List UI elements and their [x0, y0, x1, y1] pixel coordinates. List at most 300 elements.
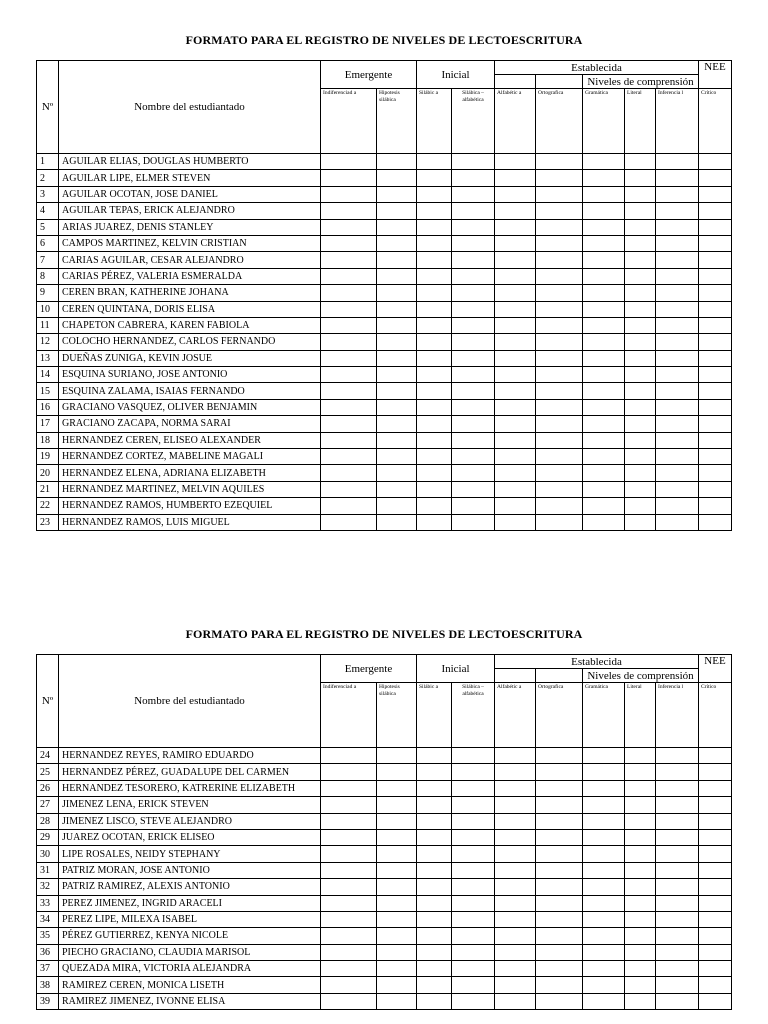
level-cell[interactable] [656, 895, 699, 911]
level-cell[interactable] [417, 879, 452, 895]
level-cell[interactable] [377, 879, 417, 895]
level-cell[interactable] [452, 432, 495, 448]
level-cell[interactable] [656, 416, 699, 432]
level-cell[interactable] [377, 911, 417, 927]
level-cell[interactable] [656, 399, 699, 415]
level-cell[interactable] [699, 203, 732, 219]
level-cell[interactable] [625, 350, 656, 366]
level-cell[interactable] [699, 944, 732, 960]
level-cell[interactable] [377, 317, 417, 333]
level-cell[interactable] [699, 977, 732, 993]
level-cell[interactable] [452, 235, 495, 251]
level-cell[interactable] [583, 219, 625, 235]
level-cell[interactable] [583, 764, 625, 780]
level-cell[interactable] [321, 911, 377, 927]
level-cell[interactable] [583, 993, 625, 1009]
level-cell[interactable] [583, 252, 625, 268]
level-cell[interactable] [452, 748, 495, 764]
level-cell[interactable] [536, 432, 583, 448]
level-cell[interactable] [583, 797, 625, 813]
level-cell[interactable] [377, 895, 417, 911]
level-cell[interactable] [656, 432, 699, 448]
level-cell[interactable] [495, 301, 536, 317]
level-cell[interactable] [417, 219, 452, 235]
level-cell[interactable] [452, 416, 495, 432]
level-cell[interactable] [656, 829, 699, 845]
level-cell[interactable] [625, 498, 656, 514]
level-cell[interactable] [495, 219, 536, 235]
level-cell[interactable] [583, 235, 625, 251]
level-cell[interactable] [495, 813, 536, 829]
level-cell[interactable] [583, 301, 625, 317]
level-cell[interactable] [536, 334, 583, 350]
level-cell[interactable] [699, 334, 732, 350]
level-cell[interactable] [495, 203, 536, 219]
level-cell[interactable] [625, 944, 656, 960]
level-cell[interactable] [536, 780, 583, 796]
level-cell[interactable] [583, 285, 625, 301]
level-cell[interactable] [417, 498, 452, 514]
level-cell[interactable] [452, 350, 495, 366]
level-cell[interactable] [583, 879, 625, 895]
level-cell[interactable] [321, 252, 377, 268]
level-cell[interactable] [452, 465, 495, 481]
level-cell[interactable] [699, 780, 732, 796]
level-cell[interactable] [321, 895, 377, 911]
level-cell[interactable] [699, 879, 732, 895]
level-cell[interactable] [699, 748, 732, 764]
level-cell[interactable] [377, 334, 417, 350]
level-cell[interactable] [536, 879, 583, 895]
level-cell[interactable] [495, 449, 536, 465]
level-cell[interactable] [536, 961, 583, 977]
level-cell[interactable] [536, 813, 583, 829]
level-cell[interactable] [699, 301, 732, 317]
level-cell[interactable] [625, 993, 656, 1009]
level-cell[interactable] [417, 514, 452, 530]
level-cell[interactable] [536, 481, 583, 497]
level-cell[interactable] [417, 797, 452, 813]
level-cell[interactable] [536, 268, 583, 284]
level-cell[interactable] [452, 780, 495, 796]
level-cell[interactable] [699, 764, 732, 780]
level-cell[interactable] [452, 993, 495, 1009]
level-cell[interactable] [495, 432, 536, 448]
level-cell[interactable] [583, 977, 625, 993]
level-cell[interactable] [377, 748, 417, 764]
level-cell[interactable] [377, 449, 417, 465]
level-cell[interactable] [656, 203, 699, 219]
level-cell[interactable] [699, 432, 732, 448]
level-cell[interactable] [495, 465, 536, 481]
level-cell[interactable] [452, 219, 495, 235]
level-cell[interactable] [417, 235, 452, 251]
level-cell[interactable] [452, 252, 495, 268]
level-cell[interactable] [536, 514, 583, 530]
level-cell[interactable] [536, 797, 583, 813]
level-cell[interactable] [625, 780, 656, 796]
level-cell[interactable] [321, 219, 377, 235]
level-cell[interactable] [495, 170, 536, 186]
level-cell[interactable] [536, 154, 583, 170]
level-cell[interactable] [699, 285, 732, 301]
level-cell[interactable] [656, 154, 699, 170]
level-cell[interactable] [699, 961, 732, 977]
level-cell[interactable] [625, 449, 656, 465]
level-cell[interactable] [417, 928, 452, 944]
level-cell[interactable] [656, 514, 699, 530]
level-cell[interactable] [699, 465, 732, 481]
level-cell[interactable] [377, 481, 417, 497]
level-cell[interactable] [321, 498, 377, 514]
level-cell[interactable] [495, 928, 536, 944]
level-cell[interactable] [417, 432, 452, 448]
level-cell[interactable] [625, 977, 656, 993]
level-cell[interactable] [699, 829, 732, 845]
level-cell[interactable] [452, 170, 495, 186]
level-cell[interactable] [699, 449, 732, 465]
level-cell[interactable] [583, 846, 625, 862]
level-cell[interactable] [377, 846, 417, 862]
level-cell[interactable] [417, 977, 452, 993]
level-cell[interactable] [417, 334, 452, 350]
level-cell[interactable] [625, 317, 656, 333]
level-cell[interactable] [452, 383, 495, 399]
level-cell[interactable] [656, 301, 699, 317]
level-cell[interactable] [656, 383, 699, 399]
level-cell[interactable] [583, 748, 625, 764]
level-cell[interactable] [417, 301, 452, 317]
level-cell[interactable] [452, 797, 495, 813]
level-cell[interactable] [536, 748, 583, 764]
level-cell[interactable] [495, 317, 536, 333]
level-cell[interactable] [656, 317, 699, 333]
level-cell[interactable] [536, 317, 583, 333]
level-cell[interactable] [656, 252, 699, 268]
level-cell[interactable] [495, 748, 536, 764]
level-cell[interactable] [699, 252, 732, 268]
level-cell[interactable] [625, 895, 656, 911]
level-cell[interactable] [656, 350, 699, 366]
level-cell[interactable] [699, 383, 732, 399]
level-cell[interactable] [699, 498, 732, 514]
level-cell[interactable] [625, 797, 656, 813]
level-cell[interactable] [452, 928, 495, 944]
level-cell[interactable] [321, 764, 377, 780]
level-cell[interactable] [321, 514, 377, 530]
level-cell[interactable] [495, 797, 536, 813]
level-cell[interactable] [377, 350, 417, 366]
level-cell[interactable] [625, 154, 656, 170]
level-cell[interactable] [452, 203, 495, 219]
level-cell[interactable] [625, 170, 656, 186]
level-cell[interactable] [321, 170, 377, 186]
level-cell[interactable] [625, 268, 656, 284]
level-cell[interactable] [699, 846, 732, 862]
level-cell[interactable] [699, 350, 732, 366]
level-cell[interactable] [536, 219, 583, 235]
level-cell[interactable] [536, 301, 583, 317]
level-cell[interactable] [583, 186, 625, 202]
level-cell[interactable] [377, 928, 417, 944]
level-cell[interactable] [583, 367, 625, 383]
level-cell[interactable] [321, 944, 377, 960]
level-cell[interactable] [321, 154, 377, 170]
level-cell[interactable] [417, 399, 452, 415]
level-cell[interactable] [656, 879, 699, 895]
level-cell[interactable] [625, 432, 656, 448]
level-cell[interactable] [321, 399, 377, 415]
level-cell[interactable] [377, 764, 417, 780]
level-cell[interactable] [625, 846, 656, 862]
level-cell[interactable] [625, 911, 656, 927]
level-cell[interactable] [495, 846, 536, 862]
level-cell[interactable] [536, 367, 583, 383]
level-cell[interactable] [452, 829, 495, 845]
level-cell[interactable] [656, 498, 699, 514]
level-cell[interactable] [699, 170, 732, 186]
level-cell[interactable] [536, 465, 583, 481]
level-cell[interactable] [699, 514, 732, 530]
level-cell[interactable] [377, 432, 417, 448]
level-cell[interactable] [417, 748, 452, 764]
level-cell[interactable] [625, 928, 656, 944]
level-cell[interactable] [625, 186, 656, 202]
level-cell[interactable] [417, 203, 452, 219]
level-cell[interactable] [377, 301, 417, 317]
level-cell[interactable] [656, 481, 699, 497]
level-cell[interactable] [377, 399, 417, 415]
level-cell[interactable] [536, 829, 583, 845]
level-cell[interactable] [452, 449, 495, 465]
level-cell[interactable] [495, 829, 536, 845]
level-cell[interactable] [656, 449, 699, 465]
level-cell[interactable] [321, 465, 377, 481]
level-cell[interactable] [656, 944, 699, 960]
level-cell[interactable] [321, 334, 377, 350]
level-cell[interactable] [656, 219, 699, 235]
level-cell[interactable] [417, 252, 452, 268]
level-cell[interactable] [699, 317, 732, 333]
level-cell[interactable] [625, 367, 656, 383]
level-cell[interactable] [625, 862, 656, 878]
level-cell[interactable] [583, 862, 625, 878]
level-cell[interactable] [495, 235, 536, 251]
level-cell[interactable] [625, 301, 656, 317]
level-cell[interactable] [377, 813, 417, 829]
level-cell[interactable] [495, 764, 536, 780]
level-cell[interactable] [536, 399, 583, 415]
level-cell[interactable] [495, 514, 536, 530]
level-cell[interactable] [625, 399, 656, 415]
level-cell[interactable] [417, 862, 452, 878]
level-cell[interactable] [417, 383, 452, 399]
level-cell[interactable] [452, 764, 495, 780]
level-cell[interactable] [452, 399, 495, 415]
level-cell[interactable] [321, 268, 377, 284]
level-cell[interactable] [452, 285, 495, 301]
level-cell[interactable] [495, 416, 536, 432]
level-cell[interactable] [656, 928, 699, 944]
level-cell[interactable] [495, 252, 536, 268]
level-cell[interactable] [625, 219, 656, 235]
level-cell[interactable] [495, 993, 536, 1009]
level-cell[interactable] [625, 961, 656, 977]
level-cell[interactable] [583, 895, 625, 911]
level-cell[interactable] [321, 367, 377, 383]
level-cell[interactable] [321, 203, 377, 219]
level-cell[interactable] [536, 350, 583, 366]
level-cell[interactable] [625, 416, 656, 432]
level-cell[interactable] [417, 481, 452, 497]
level-cell[interactable] [583, 399, 625, 415]
level-cell[interactable] [377, 268, 417, 284]
level-cell[interactable] [495, 879, 536, 895]
level-cell[interactable] [536, 498, 583, 514]
level-cell[interactable] [583, 928, 625, 944]
level-cell[interactable] [583, 944, 625, 960]
level-cell[interactable] [699, 862, 732, 878]
level-cell[interactable] [321, 481, 377, 497]
level-cell[interactable] [417, 895, 452, 911]
level-cell[interactable] [699, 399, 732, 415]
level-cell[interactable] [495, 780, 536, 796]
level-cell[interactable] [536, 416, 583, 432]
level-cell[interactable] [377, 780, 417, 796]
level-cell[interactable] [699, 154, 732, 170]
level-cell[interactable] [583, 317, 625, 333]
level-cell[interactable] [625, 383, 656, 399]
level-cell[interactable] [321, 748, 377, 764]
level-cell[interactable] [536, 977, 583, 993]
level-cell[interactable] [377, 367, 417, 383]
level-cell[interactable] [321, 317, 377, 333]
level-cell[interactable] [452, 268, 495, 284]
level-cell[interactable] [656, 367, 699, 383]
level-cell[interactable] [417, 170, 452, 186]
level-cell[interactable] [321, 961, 377, 977]
level-cell[interactable] [321, 383, 377, 399]
level-cell[interactable] [452, 498, 495, 514]
level-cell[interactable] [699, 813, 732, 829]
level-cell[interactable] [321, 797, 377, 813]
level-cell[interactable] [495, 334, 536, 350]
level-cell[interactable] [656, 170, 699, 186]
level-cell[interactable] [656, 993, 699, 1009]
level-cell[interactable] [417, 367, 452, 383]
level-cell[interactable] [495, 350, 536, 366]
level-cell[interactable] [656, 911, 699, 927]
level-cell[interactable] [656, 748, 699, 764]
level-cell[interactable] [495, 154, 536, 170]
level-cell[interactable] [656, 813, 699, 829]
level-cell[interactable] [536, 944, 583, 960]
level-cell[interactable] [583, 383, 625, 399]
level-cell[interactable] [377, 154, 417, 170]
level-cell[interactable] [625, 514, 656, 530]
level-cell[interactable] [625, 481, 656, 497]
level-cell[interactable] [452, 879, 495, 895]
level-cell[interactable] [417, 944, 452, 960]
level-cell[interactable] [699, 895, 732, 911]
level-cell[interactable] [699, 367, 732, 383]
level-cell[interactable] [583, 498, 625, 514]
level-cell[interactable] [377, 416, 417, 432]
level-cell[interactable] [417, 780, 452, 796]
level-cell[interactable] [583, 154, 625, 170]
level-cell[interactable] [377, 252, 417, 268]
level-cell[interactable] [583, 449, 625, 465]
level-cell[interactable] [536, 449, 583, 465]
level-cell[interactable] [452, 846, 495, 862]
level-cell[interactable] [321, 993, 377, 1009]
level-cell[interactable] [536, 203, 583, 219]
level-cell[interactable] [417, 813, 452, 829]
level-cell[interactable] [625, 879, 656, 895]
level-cell[interactable] [656, 977, 699, 993]
level-cell[interactable] [377, 993, 417, 1009]
level-cell[interactable] [377, 186, 417, 202]
level-cell[interactable] [625, 203, 656, 219]
level-cell[interactable] [417, 285, 452, 301]
level-cell[interactable] [583, 203, 625, 219]
level-cell[interactable] [583, 961, 625, 977]
level-cell[interactable] [536, 993, 583, 1009]
level-cell[interactable] [377, 977, 417, 993]
level-cell[interactable] [495, 498, 536, 514]
level-cell[interactable] [321, 879, 377, 895]
level-cell[interactable] [495, 944, 536, 960]
level-cell[interactable] [321, 432, 377, 448]
level-cell[interactable] [321, 350, 377, 366]
level-cell[interactable] [583, 514, 625, 530]
level-cell[interactable] [536, 235, 583, 251]
level-cell[interactable] [452, 154, 495, 170]
level-cell[interactable] [321, 416, 377, 432]
level-cell[interactable] [452, 961, 495, 977]
level-cell[interactable] [656, 961, 699, 977]
level-cell[interactable] [495, 399, 536, 415]
level-cell[interactable] [377, 498, 417, 514]
level-cell[interactable] [656, 465, 699, 481]
level-cell[interactable] [417, 268, 452, 284]
level-cell[interactable] [417, 993, 452, 1009]
level-cell[interactable] [417, 465, 452, 481]
level-cell[interactable] [495, 862, 536, 878]
level-cell[interactable] [495, 481, 536, 497]
level-cell[interactable] [377, 797, 417, 813]
level-cell[interactable] [583, 813, 625, 829]
level-cell[interactable] [583, 780, 625, 796]
level-cell[interactable] [377, 170, 417, 186]
level-cell[interactable] [377, 219, 417, 235]
level-cell[interactable] [699, 186, 732, 202]
level-cell[interactable] [536, 170, 583, 186]
level-cell[interactable] [377, 203, 417, 219]
level-cell[interactable] [452, 334, 495, 350]
level-cell[interactable] [656, 780, 699, 796]
level-cell[interactable] [583, 350, 625, 366]
level-cell[interactable] [656, 285, 699, 301]
level-cell[interactable] [656, 846, 699, 862]
level-cell[interactable] [321, 846, 377, 862]
level-cell[interactable] [452, 944, 495, 960]
level-cell[interactable] [583, 465, 625, 481]
level-cell[interactable] [321, 813, 377, 829]
level-cell[interactable] [699, 928, 732, 944]
level-cell[interactable] [536, 764, 583, 780]
level-cell[interactable] [417, 449, 452, 465]
